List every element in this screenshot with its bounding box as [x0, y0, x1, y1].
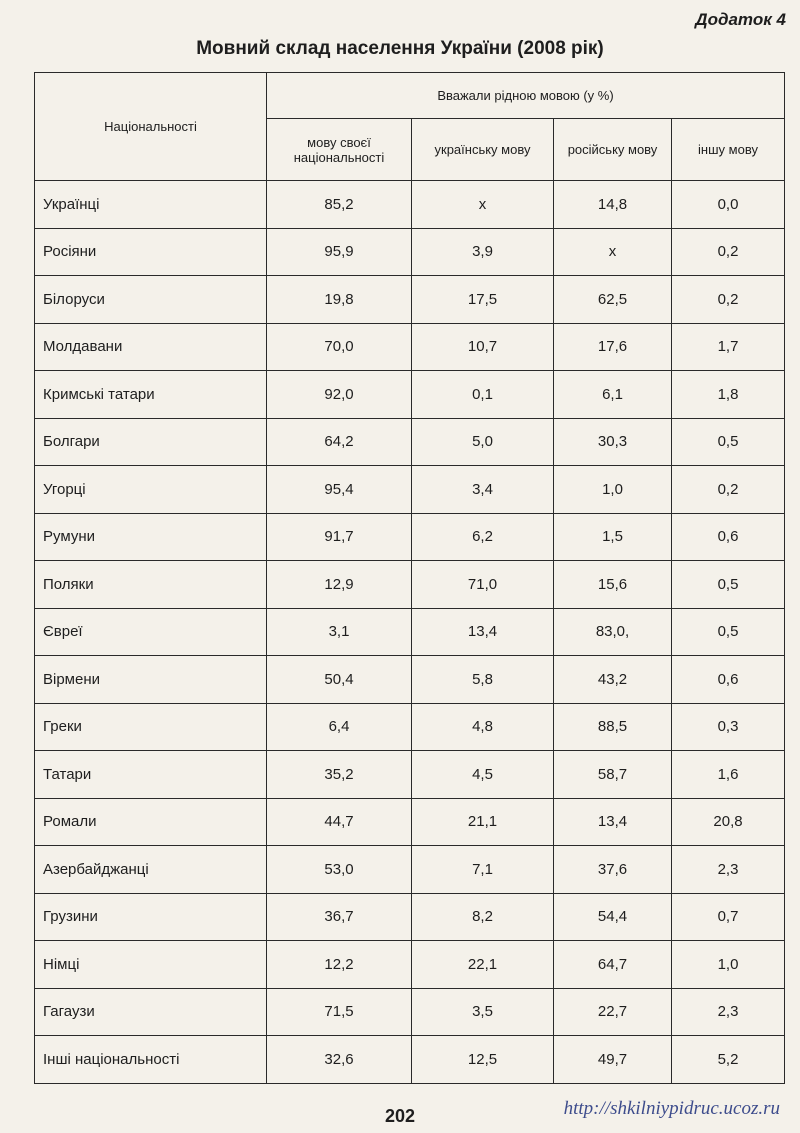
own-language-cell: 19,8 [267, 276, 412, 324]
other-cell: 1,0 [672, 941, 785, 989]
nationality-cell: Болгари [35, 418, 267, 466]
own-language-cell: 64,2 [267, 418, 412, 466]
nationality-cell: Білоруси [35, 276, 267, 324]
table-body [35, 181, 785, 1084]
nationality-cell: Румуни [35, 513, 267, 561]
other-cell: 0,0 [672, 181, 785, 229]
other-cell: 1,7 [672, 323, 785, 371]
header-group: Вважали рідною мовою (у %) [267, 73, 785, 119]
footer-url: http://shkilniypidruc.ucoz.ru [563, 1098, 780, 1119]
own-language-cell: 95,9 [267, 228, 412, 276]
nationality-cell: Угорці [35, 466, 267, 514]
other-cell: 2,3 [672, 846, 785, 894]
nationality-cell: Грузини [35, 893, 267, 941]
ukrainian-cell: 21,1 [412, 798, 554, 846]
russian-cell: 14,8 [554, 181, 672, 229]
own-language-cell: 12,9 [267, 561, 412, 609]
ukrainian-cell: 0,1 [412, 371, 554, 419]
table-row [35, 703, 785, 751]
nationality-cell: Євреї [35, 608, 267, 656]
ukrainian-cell: 12,5 [412, 1036, 554, 1084]
language-table [34, 72, 785, 1084]
table-row [35, 893, 785, 941]
own-language-cell: 6,4 [267, 703, 412, 751]
table-row [35, 608, 785, 656]
nationality-cell: Українці [35, 181, 267, 229]
table-row [35, 513, 785, 561]
nationality-cell: Вірмени [35, 656, 267, 704]
russian-cell: 43,2 [554, 656, 672, 704]
russian-cell: х [554, 228, 672, 276]
russian-cell: 58,7 [554, 751, 672, 799]
own-language-cell: 3,1 [267, 608, 412, 656]
other-cell: 1,6 [672, 751, 785, 799]
ukrainian-cell: 3,9 [412, 228, 554, 276]
other-cell: 0,7 [672, 893, 785, 941]
nationality-cell: Німці [35, 941, 267, 989]
russian-cell: 30,3 [554, 418, 672, 466]
ukrainian-cell: 3,4 [412, 466, 554, 514]
other-cell: 0,5 [672, 561, 785, 609]
table-row [35, 181, 785, 229]
own-language-cell: 50,4 [267, 656, 412, 704]
other-cell: 20,8 [672, 798, 785, 846]
russian-cell: 49,7 [554, 1036, 672, 1084]
nationality-cell: Азербайджанці [35, 846, 267, 894]
russian-cell: 13,4 [554, 798, 672, 846]
other-cell: 0,6 [672, 513, 785, 561]
own-language-cell: 32,6 [267, 1036, 412, 1084]
other-cell: 0,5 [672, 418, 785, 466]
other-cell: 0,6 [672, 656, 785, 704]
own-language-cell: 36,7 [267, 893, 412, 941]
ukrainian-cell: х [412, 181, 554, 229]
ukrainian-cell: 6,2 [412, 513, 554, 561]
russian-cell: 1,0 [554, 466, 672, 514]
header-own-language: мову своєї національності [267, 119, 412, 181]
header-other: іншу мову [672, 119, 785, 181]
ukrainian-cell: 13,4 [412, 608, 554, 656]
header-russian: російську мову [554, 119, 672, 181]
russian-cell: 15,6 [554, 561, 672, 609]
ukrainian-cell: 4,5 [412, 751, 554, 799]
other-cell: 1,8 [672, 371, 785, 419]
nationality-cell: Молдавани [35, 323, 267, 371]
nationality-cell: Поляки [35, 561, 267, 609]
own-language-cell: 91,7 [267, 513, 412, 561]
russian-cell: 1,5 [554, 513, 672, 561]
own-language-cell: 71,5 [267, 988, 412, 1036]
table-row [35, 846, 785, 894]
ukrainian-cell: 10,7 [412, 323, 554, 371]
russian-cell: 62,5 [554, 276, 672, 324]
ukrainian-cell: 17,5 [412, 276, 554, 324]
table-row [35, 1036, 785, 1084]
ukrainian-cell: 8,2 [412, 893, 554, 941]
nationality-cell: Греки [35, 703, 267, 751]
own-language-cell: 44,7 [267, 798, 412, 846]
own-language-cell: 12,2 [267, 941, 412, 989]
table-row [35, 941, 785, 989]
russian-cell: 64,7 [554, 941, 672, 989]
table-row [35, 276, 785, 324]
ukrainian-cell: 4,8 [412, 703, 554, 751]
nationality-cell: Кримські татари [35, 371, 267, 419]
table-row [35, 656, 785, 704]
table-row [35, 798, 785, 846]
ukrainian-cell: 5,0 [412, 418, 554, 466]
russian-cell: 6,1 [554, 371, 672, 419]
other-cell: 5,2 [672, 1036, 785, 1084]
own-language-cell: 53,0 [267, 846, 412, 894]
page-title: Мовний склад населення України (2008 рік) [196, 38, 604, 59]
ukrainian-cell: 3,5 [412, 988, 554, 1036]
table-row [35, 988, 785, 1036]
nationality-cell: Ромали [35, 798, 267, 846]
other-cell: 0,2 [672, 228, 785, 276]
russian-cell: 22,7 [554, 988, 672, 1036]
nationality-cell: Гагаузи [35, 988, 267, 1036]
nationality-cell: Інші національності [35, 1036, 267, 1084]
table-row [35, 751, 785, 799]
ukrainian-cell: 22,1 [412, 941, 554, 989]
table-row [35, 418, 785, 466]
header-nationalities: Національності [35, 73, 267, 181]
table-row [35, 371, 785, 419]
other-cell: 0,5 [672, 608, 785, 656]
nationality-cell: Росіяни [35, 228, 267, 276]
ukrainian-cell: 5,8 [412, 656, 554, 704]
header-ukrainian: українську мову [412, 119, 554, 181]
ukrainian-cell: 71,0 [412, 561, 554, 609]
russian-cell: 54,4 [554, 893, 672, 941]
other-cell: 0,3 [672, 703, 785, 751]
ukrainian-cell: 7,1 [412, 846, 554, 894]
table-row [35, 228, 785, 276]
russian-cell: 17,6 [554, 323, 672, 371]
nationality-cell: Татари [35, 751, 267, 799]
russian-cell: 83,0, [554, 608, 672, 656]
own-language-cell: 92,0 [267, 371, 412, 419]
other-cell: 2,3 [672, 988, 785, 1036]
appendix-label: Додаток 4 [695, 10, 786, 29]
page-number: 202 [384, 1106, 416, 1126]
own-language-cell: 35,2 [267, 751, 412, 799]
own-language-cell: 95,4 [267, 466, 412, 514]
table-row [35, 561, 785, 609]
table-row [35, 323, 785, 371]
other-cell: 0,2 [672, 466, 785, 514]
russian-cell: 88,5 [554, 703, 672, 751]
other-cell: 0,2 [672, 276, 785, 324]
russian-cell: 37,6 [554, 846, 672, 894]
own-language-cell: 70,0 [267, 323, 412, 371]
own-language-cell: 85,2 [267, 181, 412, 229]
table-row [35, 466, 785, 514]
